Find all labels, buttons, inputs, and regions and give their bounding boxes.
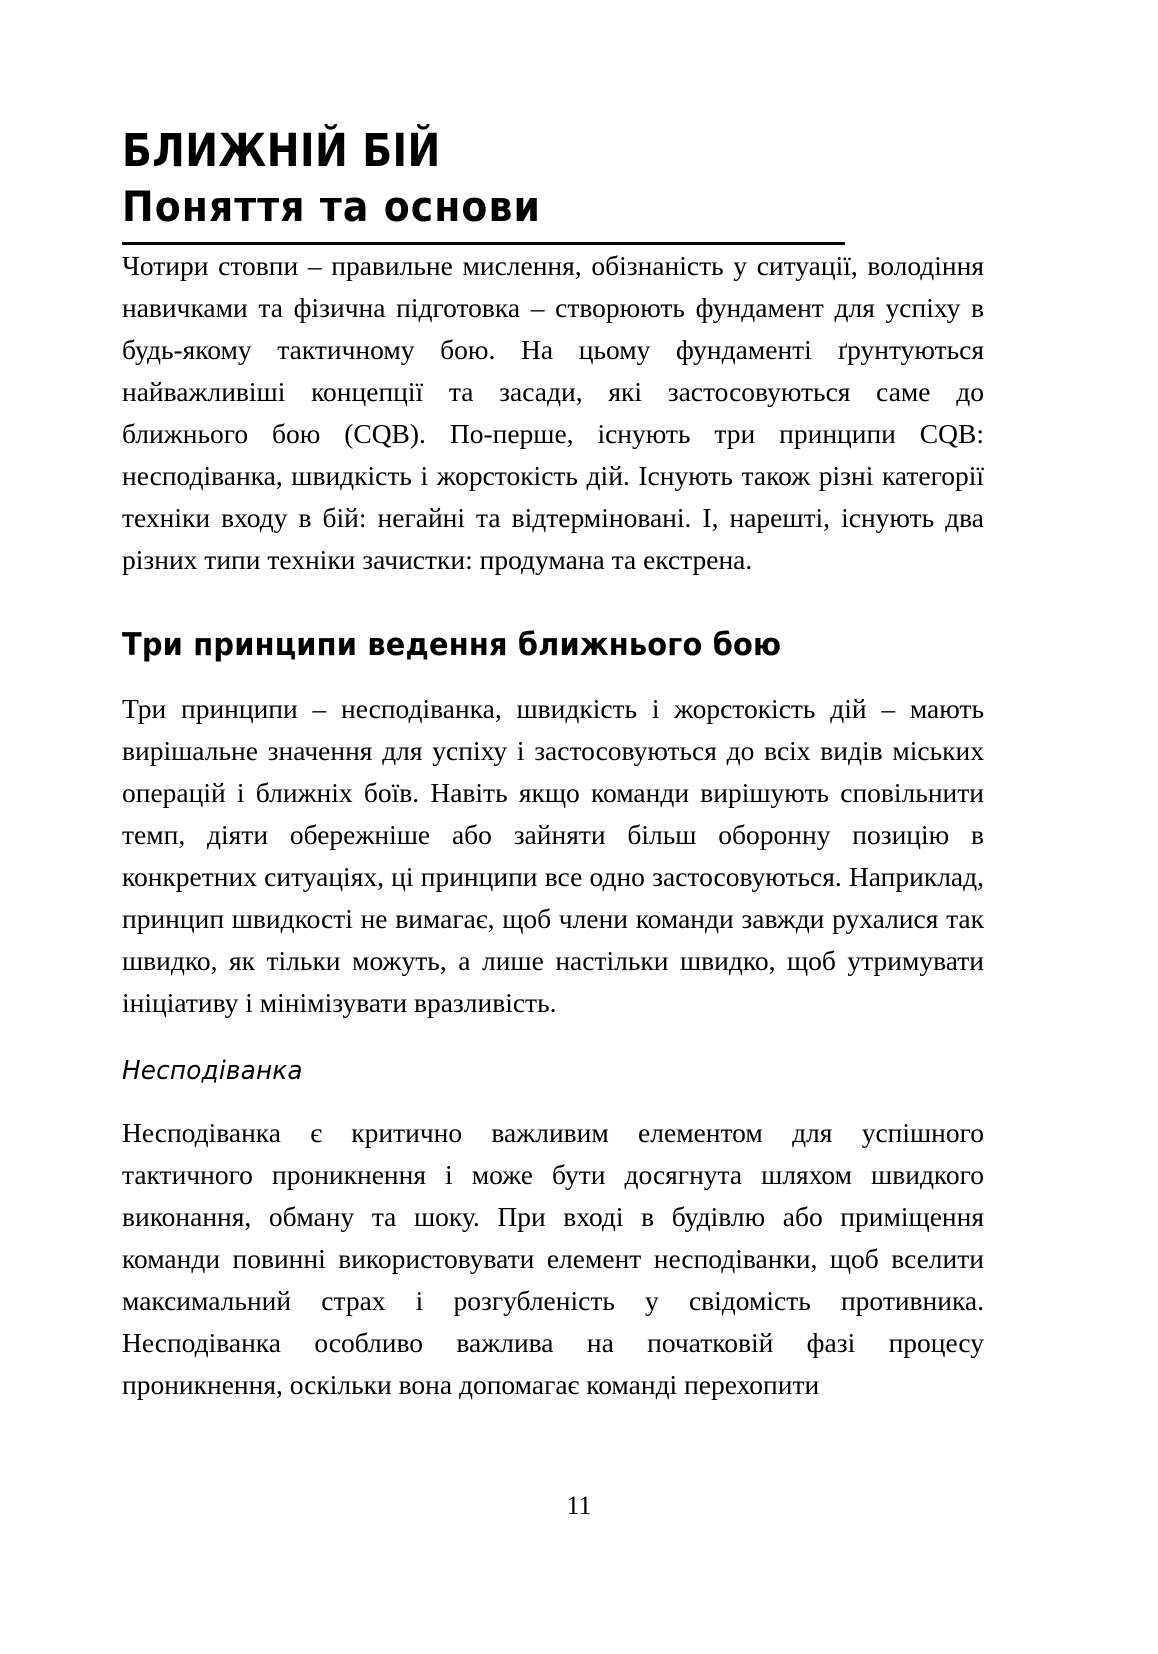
sub-heading: Несподіванка (122, 1056, 303, 1087)
title-block (122, 0, 984, 245)
page-number: 11 (566, 1491, 592, 1520)
body-paragraph: Три принципи – несподіванка, швидкість і жорстокість дій – мають вирішальне значення для успіху і застосовуються до всіх видів міських операцій і ближніх боїв. Навіть якщо команди вирішують сповільнити темп, діяти обережніше або зайняти більш оборонну позицію в конкретних ситуаціях, ці принципи все одно застосовуються. Наприклад, принцип швидкості не вимагає, щоб члени команди завжди рухалися так швидко, як тільки можуть, а лише настільки швидко, щоб утримувати ініціативу і мінімізувати вразливість. (122, 693, 984, 1019)
section-heading: Три принципи ведення ближнього бою (122, 626, 782, 663)
page-subtitle: Поняття та основи (122, 181, 542, 231)
page-content (122, 0, 984, 1406)
body-paragraph: Чотири стовпи – правильне мислення, обізнаність у ситуації, володіння навичками та фізична підготовка – створюють фундамент для успіху в будь-якому тактичному бою. На цьому фундаменті ґрунтуються найважливіші концепції та засади, які застосовуються саме до ближнього бою (CQB). По-перше, існують три принципи CQB: несподіванка, швидкість і жорстокість дій. Існують також різні категорії техніки входу в бій: негайні та відтерміновані. І, нарешті, існують два різних типи техніки зачистки: продумана та екстрена. (122, 249, 984, 575)
page-title: БЛИЖНІЙ БІЙ (122, 124, 441, 177)
body-paragraph: Несподіванка є критично важливим елементом для успішного тактичного проникнення і може бути досягнута шляхом швидкого виконання, обману та шоку. При вході в будівлю або приміщення команди повинні використовувати елемент несподіванки, щоб вселити максимальний страх і розгубленість у свідомість противника. Несподіванка особливо важлива на початковій фазі процесу проникнення, оскільки вона допомагає команді перехопити (122, 1116, 984, 1400)
